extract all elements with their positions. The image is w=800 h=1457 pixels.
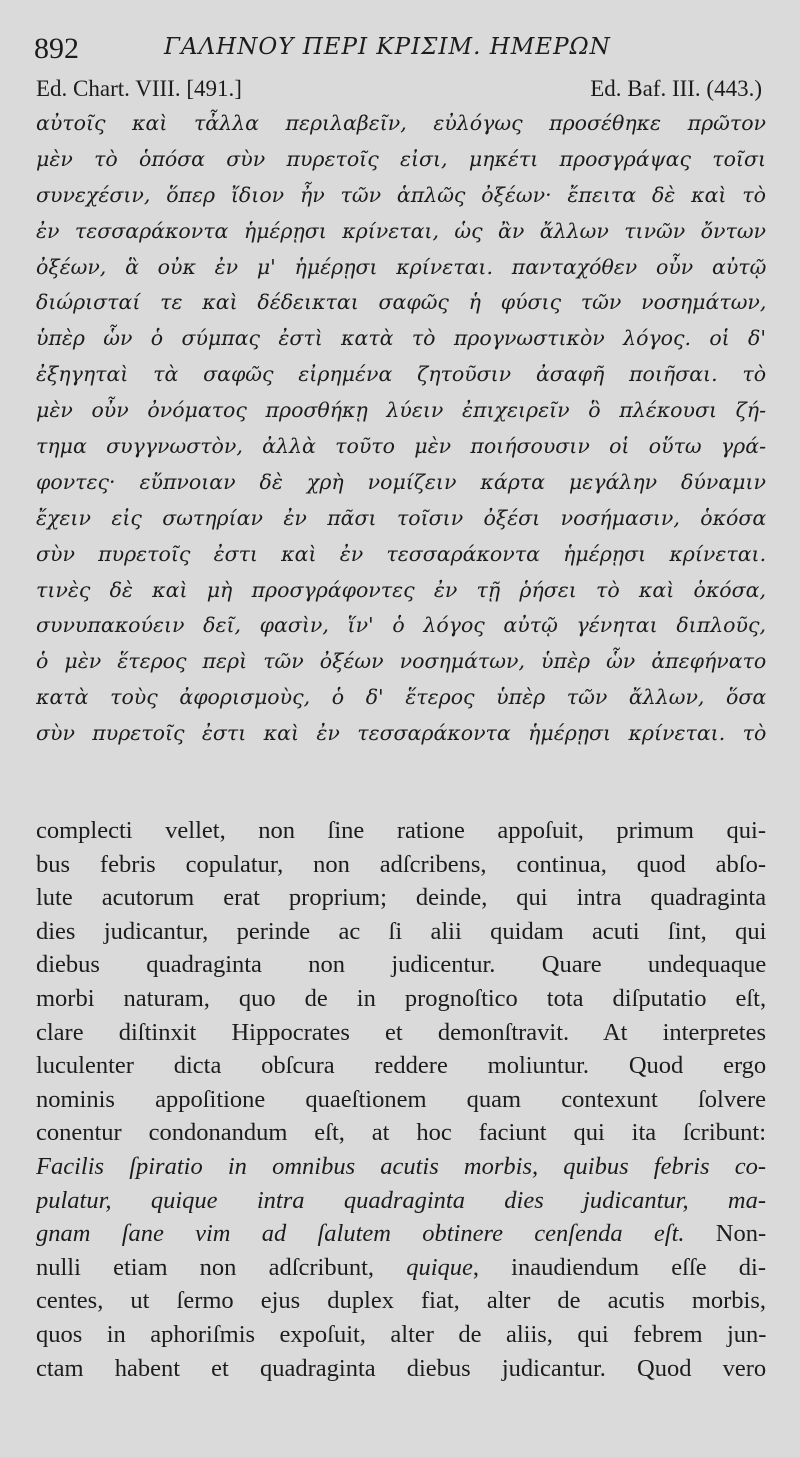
greek-text-line: ὀξέων, ἃ οὐκ ἐν μ' ἡμέρῃσι κρίνεται. πανταχόθεν οὖν αὐτῷ (36, 254, 766, 279)
greek-text-line: αὐτοῖς καὶ τἆλλα περιλαβεῖν, εὐλόγως προσέθηκε πρῶτον (36, 111, 766, 135)
latin-text-line: bus febris copulatur, non adſcribens, continua, quod abſo- (36, 850, 766, 878)
latin-text-line: diebus quadraginta non judicentur. Quare undequaque (36, 951, 766, 979)
latin-text-line: Facilis ſpiratio in omnibus acutis morbis, quibus febris co- (36, 1152, 766, 1180)
latin-text-line: pulatur, quique intra quadraginta dies judicantur, ma- (36, 1186, 766, 1214)
greek-text-line: τημα συγγνωστὸν, ἀλλὰ τοῦτο μὲν ποιήσουσιν οἱ οὕτω γρά- (36, 434, 766, 459)
greek-text-line: συνυπακούειν δεῖ, φασὶν, ἵν' ὁ λόγος αὐτῷ γένηται διπλοῦς, (36, 613, 766, 638)
latin-text-line: lute acutorum erat proprium; deinde, qui intra quadraginta (36, 884, 766, 912)
greek-text-line: διώρισταί τε καὶ δέδεικται σαφῶς ἡ φύσις τῶν νοσημάτων, (36, 290, 766, 315)
greek-text-line: κατὰ τοὺς ἀφορισμοὺς, ὁ δ' ἕτερος ὑπὲρ τῶν ἄλλων, ὅσα (36, 685, 766, 710)
greek-text-line: μὲν τὸ ὁπόσα σὺν πυρετοῖς εἰσι, μηκέτι προσγράψας τοῖσι (36, 146, 766, 171)
latin-text-line: nominis appoſitione quaeſtionem quam contexunt ſolvere (36, 1085, 766, 1113)
greek-text-line: σὺν πυρετοῖς ἐστι καὶ ἐν τεσσαράκοντα ἡμέρῃσι κρίνεται. τὸ (36, 721, 766, 746)
latin-text-line: conentur condonandum eſt, at hoc faciunt qui ita ſcribunt: (36, 1119, 766, 1147)
italic-quotation: gnam ſane vim ad ſalutem obtinere cenſenda eſt. (36, 1220, 716, 1248)
greek-text-line: φοντες· εὔπνοιαν δὲ χρὴ νομίζειν κάρτα μεγάλην δύναμιν (36, 469, 766, 494)
running-title: ΓΑΛΗΝΟΥ ΠΕΡΙ ΚΡΙΣΙΜ. ΗΜΕΡΩΝ (164, 34, 611, 60)
page-header (34, 26, 760, 66)
greek-text-line: ὑπὲρ ὧν ὁ σύμπας ἐστὶ κατὰ τὸ προγνωστικὸν λόγος. οἱ δ' (36, 326, 766, 351)
edition-references (36, 76, 762, 106)
latin-text-line: ctam habent et quadraginta diebus judicantur. Quod vero (36, 1354, 766, 1382)
page-number: 892 (34, 32, 79, 65)
greek-text-line: τινὲς δὲ καὶ μὴ προσγράφοντες ἐν τῇ ῥήσει τὸ καὶ ὁκόσα, (36, 577, 766, 602)
roman-text: Non- (715, 1220, 766, 1248)
edition-reference-left: Ed. Chart. VIII. [491.] (36, 76, 242, 101)
latin-text-line: complecti vellet, non ſine ratione appoſuit, primum qui- (36, 817, 766, 844)
latin-text-line: dies judicantur, perinde ac ſi alii quidam acuti ſint, qui (36, 917, 766, 945)
latin-text-block (36, 814, 766, 1385)
latin-text-line (36, 1217, 766, 1251)
latin-text-line: nulli etiam non adſcribunt, quique, inaudiendum eſſe di- (36, 1253, 766, 1281)
latin-text-line: centes, ut ſermo ejus duplex fiat, alter de acutis morbis, (36, 1287, 766, 1315)
greek-text-line: ὁ μὲν ἕτερος περὶ τῶν ὀξέων νοσημάτων, ὑπὲρ ὧν ἀπεφήνατο (36, 649, 766, 674)
italic-quotation: quique (406, 1253, 473, 1281)
latin-text-line: quos in aphoriſmis expoſuit, alter de aliis, qui febrem jun- (36, 1320, 766, 1348)
greek-text-line: μὲν οὖν ὀνόματος προσθήκῃ λύειν ἐπιχειρεῖν ὃ πλέκουσι ζή- (36, 398, 766, 423)
greek-text-line: ἔχειν εἰς σωτηρίαν ἐν πᾶσι τοῖσιν ὀξέσι νοσήμασιν, ὁκόσα (36, 505, 766, 530)
latin-text-line: clare diſtinxit Hippocrates et demonſtravit. At interpretes (36, 1018, 766, 1046)
edition-reference-right: Ed. Baf. III. (443.) (590, 76, 762, 101)
greek-text-line: συνεχέσιν, ὅπερ ἴδιον ἦν τῶν ἁπλῶς ὀξέων· ἔπειτα δὲ καὶ τὸ (36, 182, 766, 207)
latin-text-line: morbi naturam, quo de in prognoſtico tota diſputatio eſt, (36, 984, 766, 1012)
greek-text-line: ἐξηγηταὶ τὰ σαφῶς εἰρημένα ζητοῦσιν ἀσαφῆ ποιῆσαι. τὸ (36, 362, 766, 387)
greek-text-block (36, 106, 766, 752)
greek-text-line: ἐν τεσσαράκοντα ἡμέρῃσι κρίνεται, ὡς ἂν ἄλλων τινῶν ὄντων (36, 218, 766, 243)
latin-text-line: luculenter dicta obſcura reddere moliuntur. Quod ergo (36, 1052, 766, 1080)
greek-text-line: σὺν πυρετοῖς ἐστι καὶ ἐν τεσσαράκοντα ἡμέρῃσι κρίνεται. (36, 541, 766, 566)
